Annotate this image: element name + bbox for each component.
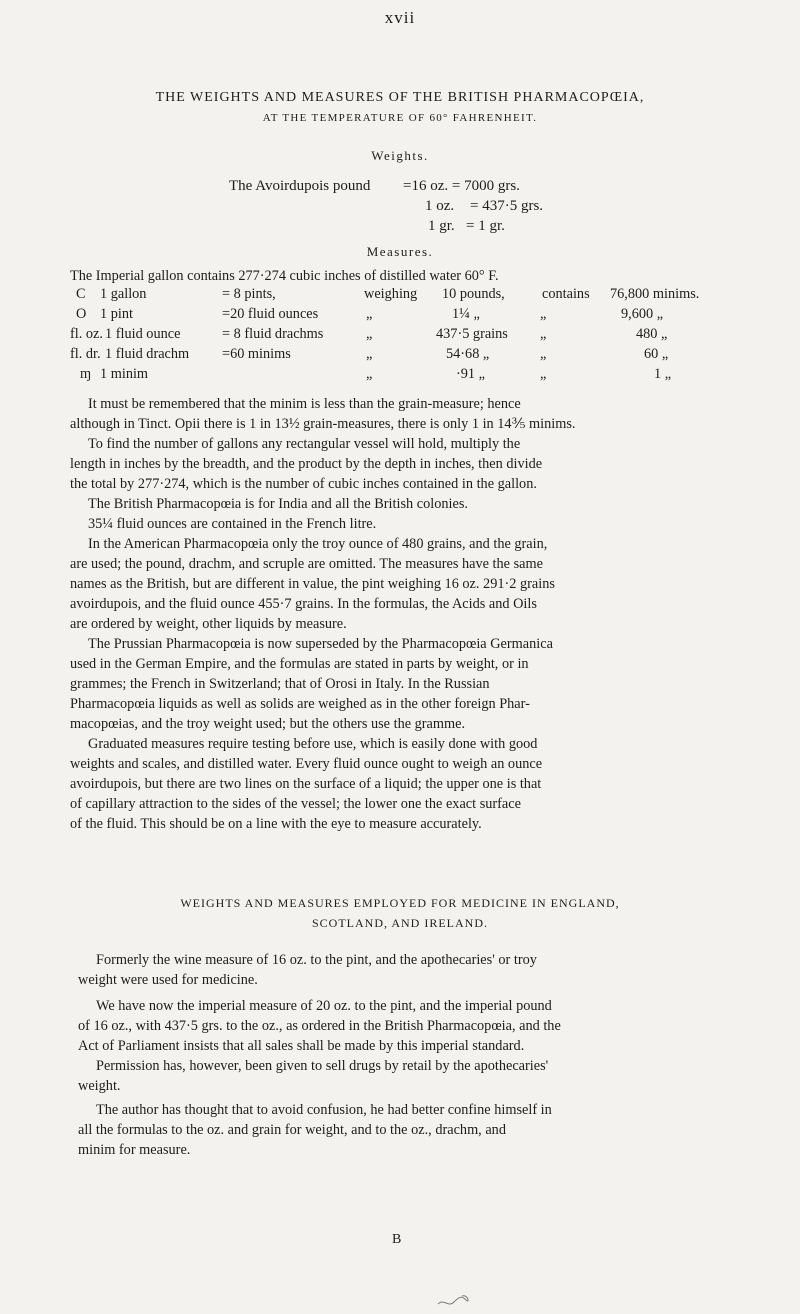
section2-line: Permission has, however, been given to sell drugs by retail by the apothecaries'	[96, 1058, 549, 1074]
body-line: It must be remembered that the minim is less than the grain-measure; hence	[88, 396, 521, 412]
section2-text	[78, 950, 561, 1160]
body-line: 35¼ fluid ounces are contained in the French litre.	[88, 516, 377, 532]
document-page: xvii THE WEIGHTS AND MEASURES OF THE BRITISH PHARMACOPŒIA, AT THE TEMPERATURE OF 60° FAHRENHEIT. Weights. The Avoirdupois pound =16 oz. = 7000 grs. 1 oz. = 437·5 grs. 1 gr. = 1 gr. Measures. The Imperial gallon contains 277·274 cubic inches of distilled water 60° F. C 1 gallon = 8 pints, weighing 10 pounds, contains 76,800 minims. O 1 pint =20 fluid ounces „ 1¼ „ „ 9,600 „ fl. oz. 1 fluid ounce = 8 fluid drachms „ 437·5 grains „ 480 „ fl. dr. 1 fluid drachm =60 minims „ 54·68 „ „ 60 „ ɱ 1 minim „ ·91 „ „ 1 „ It must be remembered that the minim is less than the grain-measure; hence although in Tinct. Opii there is 1 in 13½ grain-measures, there is only 1 in 14⅗ minims. To find the number of gallons any rectangular vessel will hold, multiply the length in inches by the breadth, and the product by the depth in inches, then divide the total by 277·274, which is the number of cubic inches contained in the gallon. The British Pharmacopœia is for India and all the British colonies. 35¼ fluid ounces are contained in the French litre. In the American Pharmacopœia only the troy ounce of 480 grains, and the grain, are used; the pound, drachm, and scruple are omitted. The measures have the same names as the British, but are different in value, the pint weighing 16 oz. 291·2 grains avoirdupois, and the fluid ounce 455·7 grains. In the formulas, the Acids and Oils are ordered by weight, other liquids by measure. The Prussian Pharmacopœia is now superseded by the Pharmacopœia Germanica used in the German Empire, and the formulas are stated in parts by weight, or in grammes; the French in Switzerland; that of Orosi in Italy. In the Russian Pharmacopœia liquids as well as solids are weighed as in the other foreign Phar- macopœias, and the troy weight used; but the others use the gramme. Graduated measures require testing before use, which is easily done with good weights and scales, and distilled water. Every fluid ounce ought to weigh an ounce avoirdupois, but there are two lines on the surface of a liquid; the upper one is that of capillary attraction to the sides of the vessel; the lower one the exact surface of the fluid. This should be on a line with the eye to measure accurately. WEIGHTS AND MEASURES EMPLOYED FOR MEDICINE IN ENGLAND, SCOTLAND, AND IRELAND. Formerly the wine measure of 16 oz. to the pint, and the apothecaries' or troy weight were used for medicine. We have now the imperial measure of 20 oz. to the pint, and the imperial pound of 16 oz., with 437·5 grs. to the oz., as ordered in the British Pharmacopœia, and the Act of Parliament insists that all sales shall be made by this imperial standard. Permission has, however, been given to sell drugs by retail by the apothecaries' weight. The author has thought that to avoid confusion, he had better confine himself in all the formulas to the oz. and grain for weight, and to the oz., drachm, and minim for measure. B	[0, 0, 800, 1314]
body-text	[70, 394, 575, 834]
weights-row-value: = 1 gr.	[466, 218, 505, 234]
body-line: of capillary attraction to the sides of the vessel; the lower one the exact surface	[70, 796, 521, 812]
section2-heading-line-1: WEIGHTS AND MEASURES EMPLOYED FOR MEDICINE IN ENGLAND,	[180, 896, 620, 910]
body-line: are ordered by weight, other liquids by measure.	[70, 616, 347, 632]
body-line: In the American Pharmacopœia only the troy ounce of 480 grains, and the grain,	[88, 536, 548, 552]
weights-row-label: 1 oz.	[425, 198, 455, 214]
weights-heading: Weights.	[371, 148, 429, 163]
body-line: The British Pharmacopœia is for India and all the British colonies.	[88, 496, 468, 512]
section2-line: all the formulas to the oz. and grain for weight, and to the oz., drachm, and	[78, 1122, 506, 1138]
section2-line: of 16 oz., with 437·5 grs. to the oz., as ordered in the British Pharmacopœia, and the	[78, 1018, 561, 1034]
body-line: are used; the pound, drachm, and scruple are omitted. The measures have the same	[70, 556, 543, 572]
body-line: To find the number of gallons any rectangular vessel will hold, multiply the	[88, 436, 521, 452]
title-line-2: AT THE TEMPERATURE OF 60° FAHRENHEIT.	[262, 112, 538, 124]
section2-line: We have now the imperial measure of 20 oz. to the pint, and the imperial pound	[96, 998, 552, 1014]
section2-line: The author has thought that to avoid confusion, he had better confine himself in	[96, 1102, 552, 1118]
body-line: weights and scales, and distilled water. Every fluid ounce ought to weigh an ounce	[70, 756, 543, 772]
signature-mark: B	[392, 1232, 402, 1247]
section2-heading-line-2: SCOTLAND, AND IRELAND.	[312, 916, 488, 930]
body-line: the total by 277·274, which is the number of cubic inches contained in the gallon.	[70, 476, 537, 492]
body-line: macopœias, and the troy weight used; but the others use the gramme.	[70, 716, 466, 732]
handwritten-mark-icon	[436, 1290, 476, 1310]
measures-heading: Measures.	[366, 244, 434, 259]
weights-row-value: =16 oz. = 7000 grs.	[403, 178, 520, 194]
weights-row-label: The Avoirdupois pound	[229, 178, 371, 194]
page-number: xvii	[384, 8, 416, 27]
body-line: length in inches by the breadth, and the product by the depth in inches, then divide	[70, 456, 543, 472]
section2-line: minim for measure.	[78, 1142, 191, 1158]
body-line: avoirdupois, and the fluid ounce 455·7 grains. In the formulas, the Acids and Oils	[70, 596, 537, 612]
section2-line: weight were used for medicine.	[78, 972, 258, 988]
body-line: used in the German Empire, and the formulas are stated in parts by weight, or in	[70, 656, 529, 672]
title-line-1: THE WEIGHTS AND MEASURES OF THE BRITISH PHARMACOPŒIA,	[155, 90, 645, 105]
measures-intro: The Imperial gallon contains 277·274 cubic inches of distilled water 60° F.	[70, 268, 499, 284]
section2-line: Formerly the wine measure of 16 oz. to the pint, and the apothecaries' or troy	[96, 952, 537, 968]
weights-row-value: = 437·5 grs.	[470, 198, 544, 214]
body-line: names as the British, but are different in value, the pint weighing 16 oz. 291·2 grains	[70, 576, 555, 592]
body-line: although in Tinct. Opii there is 1 in 13½ grain-measures, there is only 1 in 14⅗ minims.	[70, 416, 576, 432]
body-line: The Prussian Pharmacopœia is now superseded by the Pharmacopœia Germanica	[88, 636, 553, 652]
body-line: Pharmacopœia liquids as well as solids are weighed as in the other foreign Phar-	[70, 696, 530, 712]
section2-line: weight.	[78, 1078, 121, 1094]
body-line: Graduated measures require testing before use, which is easily done with good	[88, 736, 538, 752]
weights-row-label: 1 gr.	[428, 218, 455, 234]
body-line: grammes; the French in Switzerland; that of Orosi in Italy. In the Russian	[70, 676, 490, 692]
section2-line: Act of Parliament insists that all sales shall be made by this imperial standard.	[78, 1038, 525, 1054]
body-line: of the fluid. This should be on a line with the eye to measure accurately.	[70, 816, 482, 832]
body-line: avoirdupois, but there are two lines on the surface of a liquid; the upper one is that	[70, 776, 542, 792]
